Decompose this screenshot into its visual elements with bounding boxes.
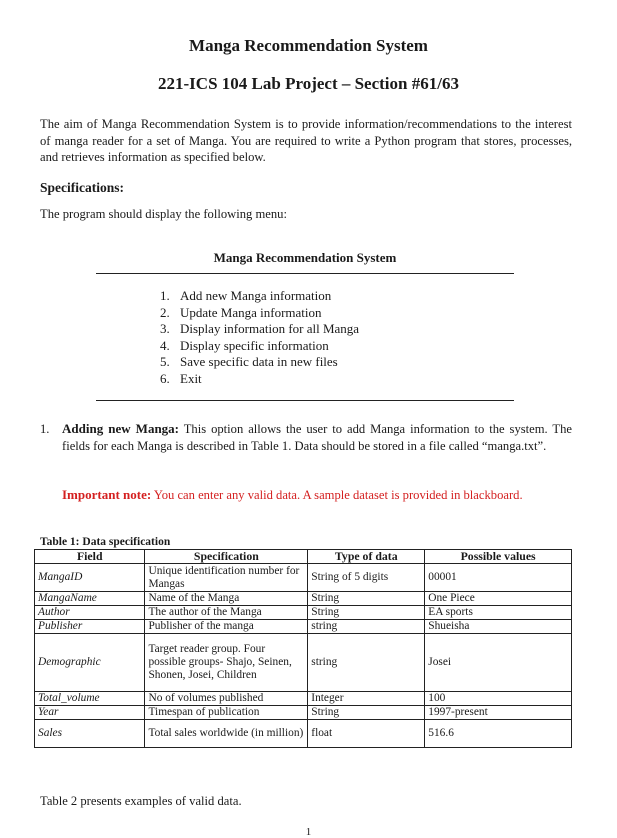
column-header-possible-values: Possible values <box>425 550 572 564</box>
table-row <box>35 606 572 620</box>
cell-field: Sales <box>35 720 145 748</box>
menu-item-label: Display information for all Manga <box>180 321 360 337</box>
table-row <box>35 634 572 692</box>
menu-title: Manga Recommendation System <box>213 250 397 265</box>
cell-spec: The author of the Manga <box>145 606 308 620</box>
menu-item-label: Update Manga information <box>180 304 322 320</box>
important-note-text: You can enter any valid data. A sample dataset is provided in blackboard. <box>151 488 523 502</box>
cell-type: String <box>308 606 425 620</box>
menu-item <box>160 305 359 322</box>
column-header-field: Field <box>35 550 145 564</box>
menu-item-label: Display specific information <box>180 337 329 353</box>
cell-spec: Total sales worldwide (in million) <box>145 720 308 748</box>
menu-item-label: Add new Manga information <box>180 288 332 303</box>
footer-text: Table 2 presents examples of valid data. <box>40 794 242 808</box>
cell-field: Publisher <box>35 620 145 634</box>
page-number: 1 <box>305 826 312 838</box>
cell-spec: Name of the Manga <box>145 592 308 606</box>
cell-spec: Unique identification number for Mangas <box>145 564 308 592</box>
column-header-type: Type of data <box>308 550 425 564</box>
cell-spec: Target reader group. Four possible groups- Shajo, Seinen, Shonen, Josei, Children <box>145 634 308 692</box>
cell-field: MangaName <box>35 592 145 606</box>
cell-spec: Timespan of publication <box>145 706 308 720</box>
cell-field: Demographic <box>35 634 145 692</box>
table-row <box>35 692 572 706</box>
cell-type: string <box>308 634 425 692</box>
table-row <box>35 706 572 720</box>
specifications-text: The program should display the following menu: <box>40 207 287 221</box>
table-header-row <box>35 550 572 564</box>
cell-type: String of 5 digits <box>308 564 425 592</box>
table-row <box>35 592 572 606</box>
menu-item-number: 6. <box>160 370 170 386</box>
menu-item-label: Save specific data in new files <box>180 354 338 370</box>
cell-type: float <box>308 720 425 748</box>
cell-field: Year <box>35 706 145 720</box>
menu-top-divider <box>96 273 514 274</box>
cell-value: 100 <box>425 692 572 706</box>
cell-value: Josei <box>425 634 572 692</box>
menu-item-number: 1. <box>160 288 170 303</box>
cell-value: 1997-present <box>425 706 572 720</box>
section-adding-new-manga <box>40 421 572 454</box>
table-row <box>35 720 572 748</box>
data-specification-table <box>34 549 572 748</box>
cell-spec: No of volumes published <box>145 692 308 706</box>
menu-item <box>160 321 359 338</box>
section-text: This option allows the user to add Manga information to the system. The fields for each Manga is described in Table 1. Data should be stored in a file called “manga.txt”. <box>62 422 572 453</box>
intro-paragraph: The aim of Manga Recommendation System is to provide information/recommendations to the interest of manga reader for a set of Manga. You are required to write a Python program that stores, processes, and retrieves information as specified below. <box>40 117 572 164</box>
cell-type: Integer <box>308 692 425 706</box>
section-number: 1. <box>40 422 50 436</box>
table-row <box>35 564 572 592</box>
cell-field: MangaID <box>35 564 145 592</box>
menu-item <box>160 354 359 371</box>
menu-item-number: 5. <box>160 354 170 370</box>
cell-spec: Publisher of the manga <box>145 620 308 634</box>
table-row <box>35 620 572 634</box>
menu-item-number: 3. <box>160 321 170 337</box>
important-note <box>62 487 572 504</box>
cell-field: Author <box>35 606 145 620</box>
section-heading: Adding new Manga: <box>62 421 180 436</box>
specifications-heading: Specifications: <box>40 180 124 195</box>
menu-item <box>160 338 359 355</box>
cell-type: string <box>308 620 425 634</box>
section-body <box>62 421 572 454</box>
page-title: Manga Recommendation System <box>189 36 428 55</box>
menu-item-label: Exit <box>180 370 202 386</box>
menu-item-number: 2. <box>160 304 170 320</box>
cell-value: EA sports <box>425 606 572 620</box>
column-header-specification: Specification <box>145 550 308 564</box>
cell-value: One Piece <box>425 592 572 606</box>
important-note-label: Important note: <box>62 487 152 502</box>
table-caption: Table 1: Data specification <box>40 536 171 548</box>
cell-type: String <box>308 592 425 606</box>
cell-type: String <box>308 706 425 720</box>
menu-bottom-divider <box>96 400 514 401</box>
menu-list <box>160 288 359 388</box>
menu-item <box>160 288 359 305</box>
cell-value: 00001 <box>425 564 572 592</box>
page-subtitle: 221-ICS 104 Lab Project – Section #61/63 <box>158 74 459 93</box>
cell-value: 516.6 <box>425 720 572 748</box>
cell-value: Shueisha <box>425 620 572 634</box>
menu-item <box>160 371 359 388</box>
menu-item-number: 4. <box>160 337 170 353</box>
cell-field: Total_volume <box>35 692 145 706</box>
